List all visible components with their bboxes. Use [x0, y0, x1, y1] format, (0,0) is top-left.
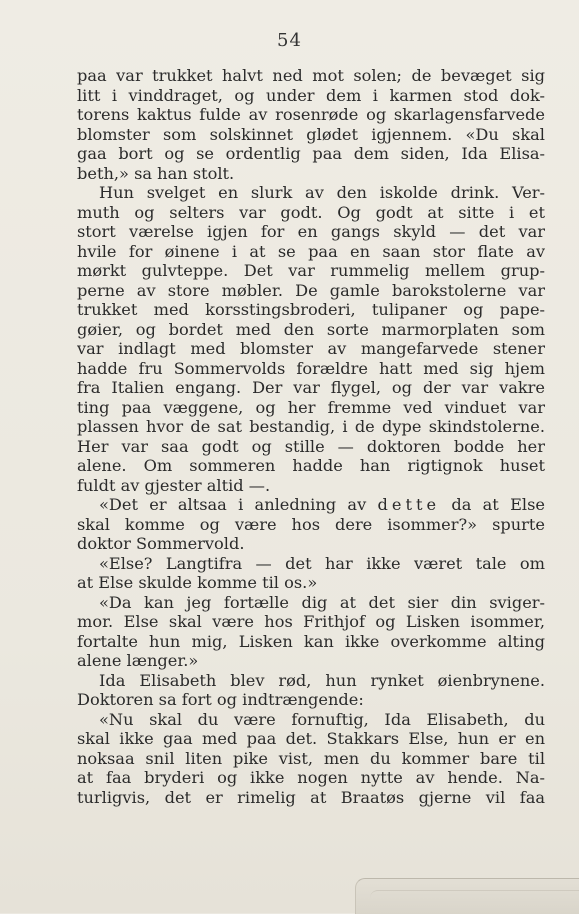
- text-line: blomster som solskinnet glødet igjennem. «Du skal: [77, 124, 545, 144]
- text-line: alene. Om sommeren hadde han rigtignok huset: [77, 456, 545, 475]
- text-line: torens kaktus fulde av rosenrøde og skarlagensfarvede: [77, 105, 545, 124]
- text-line: var indlagt med blomster av mangefarvede stener: [77, 339, 545, 358]
- text-line: skal komme og være hos dere isommer?» spurte: [77, 514, 545, 534]
- page-number: 54: [277, 30, 302, 51]
- text-line: hadde fru Sommervolds forældre hatt med sig hjem: [77, 358, 545, 378]
- text-line: hvile for øinene i at se paa en saan stor flate av: [77, 241, 545, 261]
- text-line: fra Italien engang. Der var flygel, og der var vakre: [77, 378, 545, 397]
- text-line: perne av store møbler. De gamle barokstolerne var: [77, 280, 545, 300]
- text-segment: da at Else: [440, 495, 545, 514]
- text-line: «Else? Langtifra — det har ikke været tale om: [99, 553, 545, 573]
- text-line: mor. Else skal være hos Frithjof og Lisken isommer,: [77, 612, 545, 631]
- text-line: Ida Elisabeth blev rød, hun rynket øienbrynene.: [99, 670, 545, 690]
- text-line: at Else skulde komme til os.»: [77, 573, 318, 592]
- text-line: ting paa væggene, og her fremme ved vinduet var: [77, 397, 545, 417]
- text-line: Hun svelget en slurk av den iskolde drink. Ver-: [99, 183, 545, 202]
- text-line: gøier, og bordet med den sorte marmorplaten som: [77, 319, 545, 339]
- text-line: gaa bort og se ordentlig paa dem siden, Ida Elisa-: [77, 144, 545, 163]
- text-line: skal ikke gaa med paa det. Stakkars Else, hun er en: [77, 729, 545, 748]
- text-line: alene længer.»: [77, 651, 199, 670]
- body-text: [77, 66, 545, 807]
- text-line: turligvis, det er rimelig at Braatøs gjerne vil faa: [77, 787, 545, 807]
- text-line: stort værelse igjen for en gangs skyld — det var: [77, 222, 545, 241]
- text-line: beth,» sa han stolt.: [77, 163, 235, 183]
- text-line: Doktoren sa fort og indtrængende:: [77, 690, 364, 709]
- text-line: «Nu skal du være fornuftig, Ida Elisabeth, du: [99, 709, 545, 729]
- spaced-emphasis: dette: [377, 495, 441, 514]
- text-line: Her var saa godt og stille — doktoren bodde her: [77, 436, 545, 456]
- text-line: «Da kan jeg fortælle dig at det sier din sviger-: [99, 592, 545, 612]
- page-edge-inner-decoration: [370, 890, 579, 914]
- text-line: noksaa snil liten pike vist, men du kommer bare til: [77, 748, 545, 768]
- text-line: [77, 495, 545, 515]
- text-segment: «Det er altsaa i anledning av: [99, 495, 378, 514]
- text-line: trukket med korsstingsbroderi, tulipaner og pape-: [77, 300, 545, 319]
- text-line: paa var trukket halvt ned mot solen; de bevæget sig: [77, 66, 545, 85]
- text-line: fuldt av gjester altid —.: [77, 475, 271, 495]
- text-line: at faa bryderi og ikke nogen nytte av hende. Na-: [77, 768, 545, 787]
- text-line: litt i vinddraget, og under dem i karmen stod dok-: [77, 85, 545, 105]
- text-line: fortalte hun mig, Lisken kan ikke overkomme alting: [77, 631, 545, 651]
- text-line: doktor Sommervold.: [77, 534, 245, 553]
- text-line: muth og selters var godt. Og godt at sitte i et: [77, 202, 545, 222]
- text-line: mørkt gulvteppe. Det var rummelig mellem grup-: [77, 261, 545, 280]
- text-line: plassen hvor de sat bestandig, i de dype skindstolerne.: [77, 417, 545, 436]
